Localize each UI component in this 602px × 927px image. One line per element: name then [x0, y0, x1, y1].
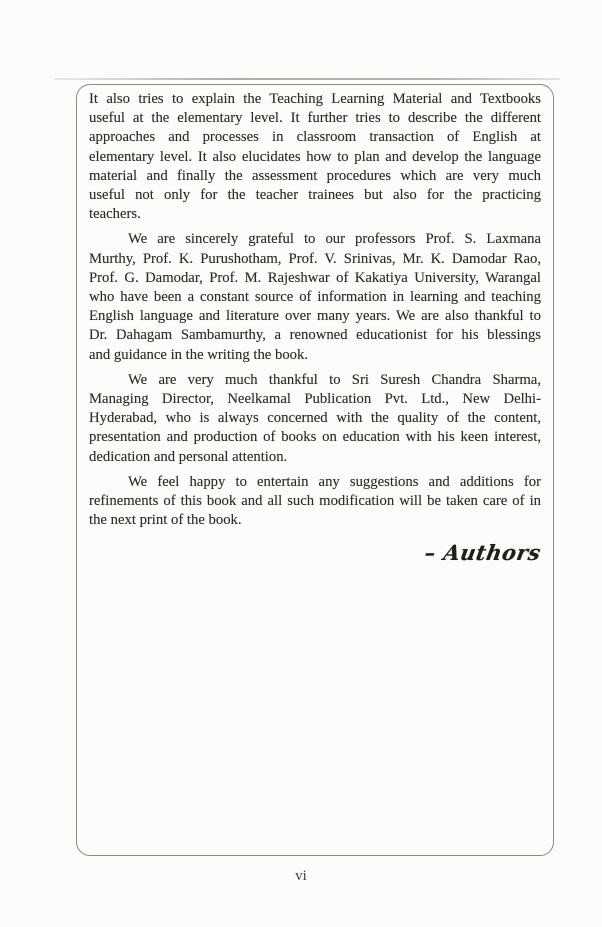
paragraph [89, 473, 541, 531]
text-line: We feel happy to entertain any suggestions and additions for [128, 473, 541, 490]
authors-signature: – Authors [423, 540, 544, 565]
text-line: and guidance in the writing the book. [89, 346, 309, 363]
text-line: the next print of the book. [89, 512, 242, 529]
paragraph [89, 90, 541, 224]
text-line: Prof. G. Damodar, Prof. M. Rajeshwar of Kakatiya University, Warangal [89, 269, 541, 286]
text-line: We are sincerely grateful to our professors Prof. S. Laxmana [128, 231, 541, 248]
text-line: dedication and personal attention. [89, 448, 288, 465]
text-line: refinements of this book and all such modification will be taken care of in [89, 493, 541, 510]
text-line: who have been a constant source of information in learning and teaching [89, 289, 541, 306]
text-line: Dr. Dahagam Sambamurthy, a renowned educationist for his blessings [89, 327, 541, 344]
paragraph [89, 230, 541, 364]
text-line: We are very much thankful to Sri Suresh Chandra Sharma, [128, 371, 541, 388]
text-panel [76, 84, 554, 856]
text-line: It also tries to explain the Teaching Learning Material and Textbooks [89, 91, 541, 107]
text-line: presentation and production of books on education with his keen interest, [89, 429, 541, 446]
paragraphs [89, 90, 541, 530]
text-line: Hyderabad, who is always concerned with the quality of the content, [89, 410, 541, 427]
text-line: useful not only for the teacher trainees but also for the practicing [89, 187, 541, 204]
page-number: vi [295, 868, 307, 884]
text-line: teachers. [89, 206, 141, 223]
paragraph [89, 371, 541, 467]
text-line: Managing Director, Neelkamal Publication Pvt. Ltd., New Delhi- [89, 391, 541, 408]
scan-streak [54, 78, 560, 80]
text-line: approaches and processes in classroom transaction of English at [89, 129, 541, 146]
text-line: elementary level. It also elucidates how to plan and develop the language [89, 148, 541, 165]
text-line: English language and literature over many years. We are also thankful to [89, 308, 541, 325]
text-line: Murthy, Prof. K. Purushotham, Prof. V. Srinivas, Mr. K. Damodar Rao, [89, 250, 541, 267]
text-line: useful at the elementary level. It further tries to describe the different [89, 110, 541, 127]
text-line: material and finally the assessment procedures which are very much [89, 167, 541, 184]
